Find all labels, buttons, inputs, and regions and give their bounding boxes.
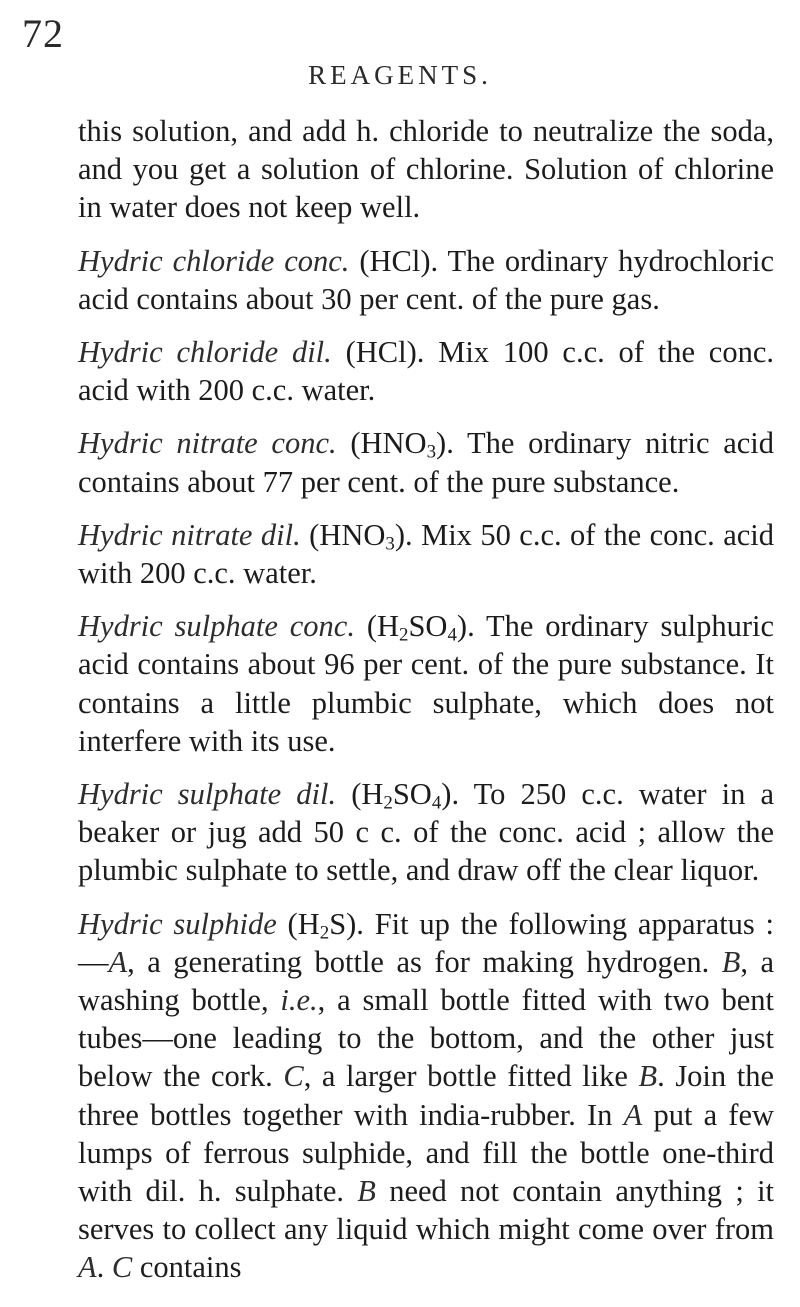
entry-text: , a larger bottle fitted like (303, 1059, 628, 1094)
formula-part: ). (394, 517, 413, 552)
entry-hydric-nitrate-conc (78, 424, 774, 500)
formula-part: ). (441, 777, 460, 812)
formula-subscript: 2 (399, 624, 409, 646)
label-c: C (111, 1250, 133, 1285)
page-number: 72 (22, 11, 64, 56)
entry-text: Mix 100 c.c. of the conc. acid with 200 c.c. water. (78, 335, 775, 408)
entry-term: Hydric chloride dil. (78, 335, 332, 370)
entry-text: . (96, 1250, 105, 1285)
label-a: A (623, 1097, 643, 1132)
entry-term: Hydric nitrate dil. (78, 517, 301, 552)
entry-text: , a generating bottle as for making hydrogen. (127, 944, 710, 979)
entry-formula: (HCl). (345, 335, 425, 370)
formula-part: ). (456, 609, 475, 644)
entry-text: contains (139, 1250, 242, 1285)
body-text (78, 112, 774, 1302)
formula-part: (H (287, 906, 320, 941)
formula-part: ). (436, 426, 454, 461)
label-c: C (283, 1059, 304, 1094)
entry-hydric-chloride-conc (78, 242, 774, 318)
abbrev-ie: i.e. (280, 983, 318, 1018)
entry-term: Hydric nitrate conc. (78, 426, 337, 461)
entry-hydric-sulphide (78, 905, 774, 1287)
entry-text: The ordinary sulphuric acid contains about 96 per cent. of the pure substance. It contains a little plumbic sulphate, which does not interfere with its use. (78, 609, 774, 758)
entry-hydric-sulphate-conc (78, 607, 774, 760)
formula-part: SO (408, 609, 448, 644)
formula-subscript: 2 (383, 792, 393, 814)
entry-text: Mix 50 c.c. of the conc. acid with 200 c.c. water. (78, 517, 775, 591)
entry-text: , a washing bottle, (78, 944, 774, 1018)
entry-text: Fit up the following apparatus :— (78, 906, 775, 979)
entry-term: Hydric sulphate dil. (78, 777, 337, 812)
running-head: REAGENTS. (308, 60, 492, 90)
formula-subscript: 3 (385, 533, 395, 555)
entry-hydric-sulphate-dil (78, 775, 774, 890)
entry-hydric-chloride-dil (78, 333, 774, 409)
entry-text: , a small bottle fitted with two bent tubes—one leading to the bottom, and the other just below the cork. (78, 983, 774, 1094)
entry-text: The ordinary nitric acid contains about 77 per cent. of the pure substance. (78, 426, 774, 499)
label-b: B (357, 1174, 376, 1209)
entry-formula (287, 906, 364, 944)
formula-part: (H (366, 609, 400, 644)
entry-term: Hydric sulphide (78, 906, 277, 941)
formula-part: S). (329, 906, 364, 941)
formula-subscript: 3 (426, 442, 437, 464)
entry-formula (351, 777, 460, 814)
label-a: A (108, 944, 128, 979)
entry-text: . Join the three bottles together with india-rubber. In (78, 1059, 774, 1132)
formula-part: SO (392, 777, 432, 812)
entry-text: To 250 c.c. water in a beaker or jug add 50 c c. of the conc. acid ; allow the plumbic sulphate to settle, and draw off the clear liquor. (78, 777, 775, 888)
formula-part: (HNO (309, 517, 386, 552)
continuation-paragraph: this solution, and add h. chloride to neutralize the soda, and you get a solution of chlorine. Solution of chlorine in water does not keep well. (78, 114, 774, 225)
entry-text: need not contain anything ; it serves to collect any liquid which might come over from (78, 1174, 775, 1247)
formula-subscript: 2 (319, 922, 330, 944)
formula-part: (H (351, 777, 384, 812)
label-a: A (78, 1250, 97, 1285)
entry-term: Hydric chloride conc. (78, 243, 350, 278)
entry-hydric-nitrate-dil (78, 516, 774, 592)
entry-formula (350, 426, 454, 464)
formula-part: (HNO (350, 426, 427, 461)
entry-formula (309, 517, 413, 555)
entry-text: put a few lumps of ferrous sulphide, and fill the bottle one-third with dil. h. sulphate. (78, 1097, 775, 1209)
formula-subscript: 4 (431, 792, 442, 814)
formula-subscript: 4 (447, 624, 457, 646)
entry-term: Hydric sulphate conc. (78, 609, 355, 644)
entry-formula (366, 609, 475, 646)
label-b: B (638, 1059, 658, 1094)
label-b: B (721, 944, 741, 979)
entry-text: The ordinary hydrochloric acid contains about 30 per cent. of the pure gas. (78, 243, 774, 316)
entry-formula: (HCl). (359, 243, 439, 278)
